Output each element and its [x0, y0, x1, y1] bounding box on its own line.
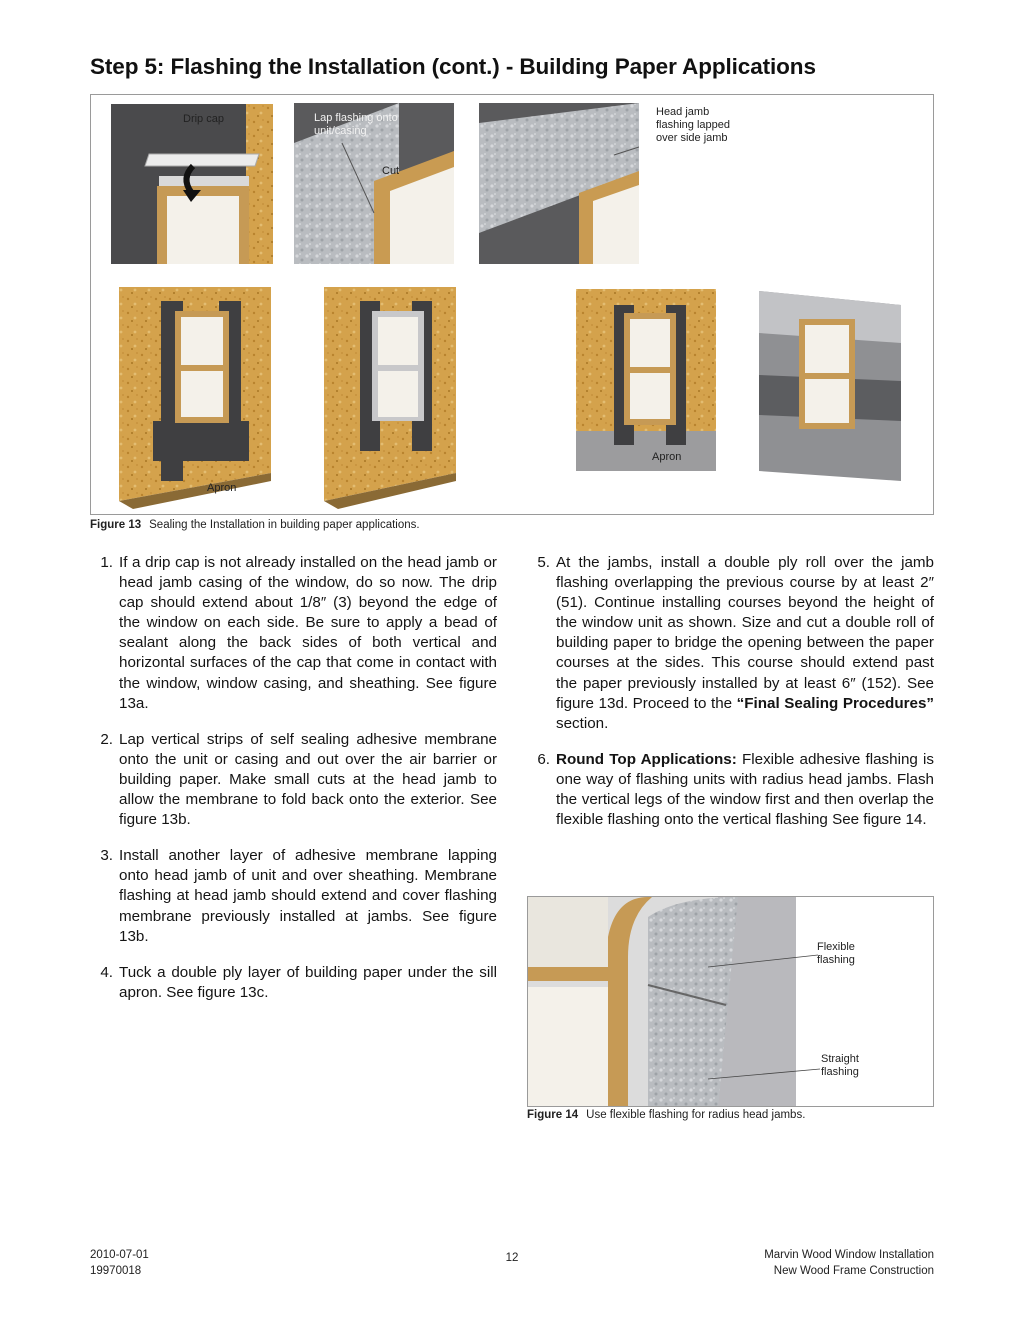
figure-13b-lap-flashing	[294, 103, 454, 264]
figure-14-caption	[527, 1109, 805, 1121]
straight-flashing-label: Straight flashing	[821, 1053, 859, 1078]
wall-a-illustration	[111, 281, 281, 511]
lap-flashing-label: Lap flashing onto unit/casing	[314, 112, 398, 137]
steps-right-column	[527, 553, 934, 846]
footer-right	[764, 1247, 934, 1279]
footer-date: 2010-07-01	[90, 1249, 149, 1261]
figure-13d-wall	[751, 285, 911, 485]
drip-cap-illustration	[111, 104, 273, 264]
figure-13a-drip-cap	[111, 104, 273, 264]
cut-label: Cut	[382, 165, 400, 177]
flexible-flashing-label: Flexible flashing	[817, 941, 855, 966]
figure-14-caption-text: Use flexible flashing for radius head jambs.	[586, 1109, 806, 1121]
step-1-text: If a drip cap is not already installed on the head jamb or head jamb casing of the window, do so now. The drip cap should extend about 1/8″ (3) beyond the edge of the window on each side. Be sure to apply a bead of sealant along the back sides of both vertical and horizontal surfaces of the cap that come in contact with the window, window casing, and sheathing. See figure 13a.	[119, 554, 497, 712]
footer-left	[90, 1247, 149, 1279]
footer-subtitle: New Wood Frame Construction	[773, 1265, 934, 1277]
step-1-num: 1.	[100, 554, 113, 571]
head-jamb-label: Head jamb flashing lapped over side jamb	[656, 106, 731, 144]
step-6-num: 6.	[537, 750, 550, 768]
figure-14-caption-label: Figure 14	[527, 1109, 579, 1121]
wall-b-illustration	[316, 281, 466, 511]
figure-13a-wall	[111, 281, 281, 511]
step-4-text: Tuck a double ply layer of building paper under the sill apron. See figure 13c.	[119, 963, 497, 1001]
step-3	[90, 846, 497, 946]
figure-13-caption-label: Figure 13	[90, 519, 142, 531]
drip-cap-label: Drip cap	[183, 113, 224, 125]
step-2	[90, 730, 497, 830]
step-6-text	[556, 750, 934, 830]
figure-13c-wall	[566, 281, 726, 481]
figure-13b-head-jamb	[479, 103, 639, 264]
step-2-text: Lap vertical strips of self sealing adhesive membrane onto the unit or casing and out over the air barrier or building paper. Make small cuts at the head jamb to allow the membrane to fold back onto the exterior. See figure 13b.	[119, 730, 497, 829]
figure-14-frame	[527, 896, 934, 1107]
steps-left-column	[90, 553, 497, 1019]
figure-13-frame	[90, 94, 934, 515]
step-3-text: Install another layer of adhesive membrane lapping onto head jamb of unit and over sheathing. Membrane flashing at head jamb should extend and cover flashing membrane previously installed at jambs. See figure 13b.	[119, 847, 497, 945]
round-top-heading: Round Top Applications:	[556, 750, 737, 768]
wall-d-illustration	[751, 285, 911, 485]
figure-13b-wall	[316, 281, 466, 511]
wall-c-illustration	[566, 281, 726, 481]
final-sealing-reference: “Final Sealing Procedures”	[736, 694, 934, 712]
step-5-text	[556, 553, 934, 734]
apron-label-a: Apron	[207, 482, 237, 494]
step-5-text-after: section.	[556, 714, 609, 732]
step-5-num: 5.	[537, 554, 550, 571]
step-2-num: 2.	[100, 730, 113, 748]
figure-13-caption	[90, 519, 420, 531]
page-title: Step 5: Flashing the Installation (cont.) - Building Paper Applications	[90, 54, 816, 79]
footer-doc-number: 19970018	[90, 1265, 142, 1277]
figure-13-caption-text: Sealing the Installation in building paper applications.	[149, 519, 420, 531]
step-4	[90, 963, 497, 1003]
step-4-num: 4.	[100, 963, 113, 981]
page-number: 12	[505, 1252, 519, 1264]
step-5-text-before: At the jambs, install a double ply roll over the jamb flashing overlapping the previous course by at least 2″ (51). Continue installing courses beyond the height of the window unit as shown. Size and cut a double roll of building paper to bridge the opening between the paper courses at the sides. This course should extend past the paper previously installed by at least 6″ (152). See figure 13d. Proceed to the	[556, 554, 934, 712]
step-6	[527, 750, 934, 830]
footer-product: Marvin Wood Window Installation	[764, 1249, 934, 1261]
step-3-num: 3.	[100, 847, 113, 865]
step-6-body: Flexible adhesive flashing is one way of flashing units with radius head jambs. Flash the vertical legs of the window first and then overlap the flexible flashing onto the vertical flashing See figure 14.	[556, 750, 934, 829]
step-1	[90, 553, 497, 714]
step-5	[527, 553, 934, 734]
head-jamb-illustration	[479, 103, 639, 264]
apron-label-c: Apron	[652, 451, 682, 463]
